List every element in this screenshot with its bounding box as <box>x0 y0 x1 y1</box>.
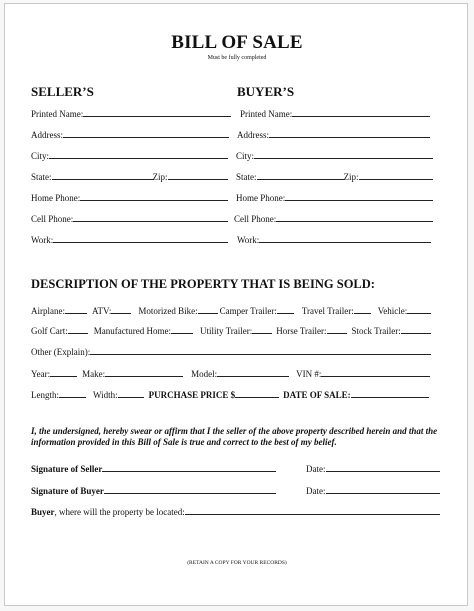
other-explain-field[interactable] <box>31 347 431 357</box>
buyer-date-label: Date: <box>306 486 326 496</box>
model-label: Model: <box>191 369 218 379</box>
travel-trailer-blank[interactable] <box>354 313 371 314</box>
make-label: Make: <box>82 369 106 379</box>
seller-signature-field[interactable] <box>31 464 276 474</box>
buyer-printed-name-field[interactable] <box>240 109 430 119</box>
motorized-bike-blank[interactable] <box>198 313 218 314</box>
atv-blank[interactable] <box>111 313 131 314</box>
date-of-sale-label: DATE OF SALE: <box>283 390 351 400</box>
buyer-cell-phone-label: Cell Phone: <box>234 214 277 224</box>
length-blank[interactable] <box>59 397 86 398</box>
vehicle-details-row <box>31 369 430 379</box>
travel-trailer-label: Travel Trailer: <box>301 306 354 316</box>
horse-trailer-blank[interactable] <box>327 333 347 334</box>
vin-label: VIN #: <box>296 369 322 379</box>
seller-heading: SELLER’S <box>31 84 94 99</box>
seller-zip-label: Zip: <box>152 172 168 182</box>
year-label: Year: <box>31 369 51 379</box>
buyer-address-field[interactable] <box>237 130 430 140</box>
seller-work-field[interactable] <box>31 235 228 245</box>
seller-date-label: Date: <box>306 464 326 474</box>
width-blank[interactable] <box>118 397 144 398</box>
utility-trailer-label: Utility Trailer: <box>199 326 253 336</box>
golf-cart-label: Golf Cart: <box>31 326 68 336</box>
seller-signature-label: Signature of Seller <box>31 464 103 474</box>
vehicle-label: Vehicle: <box>377 306 408 316</box>
length-label: Length: <box>31 390 59 400</box>
seller-city-field[interactable] <box>31 151 228 161</box>
camper-trailer-blank[interactable] <box>277 313 294 314</box>
horse-trailer-label: Horse Trailer: <box>276 326 327 336</box>
property-location-label: , where will the property be located: <box>54 507 185 517</box>
oath-statement: I, the undersigned, hereby swear or affirm that I the seller of the above property described herein and that the information provided in this Bill of Sale is true and correct to the best of my belief. <box>31 426 438 447</box>
airplane-blank[interactable] <box>65 313 87 314</box>
date-of-sale-blank[interactable] <box>351 397 429 398</box>
property-location-bold: Buyer <box>31 507 55 517</box>
stock-trailer-label: Stock Trailer: <box>351 326 401 336</box>
price-row <box>31 390 429 400</box>
buyer-heading: BUYER’S <box>237 84 295 99</box>
vehicle-blank[interactable] <box>407 313 431 314</box>
seller-address-label: Address: <box>31 130 63 140</box>
buyer-work-field[interactable] <box>237 235 431 245</box>
buyer-signature-field[interactable] <box>31 486 276 496</box>
airplane-label: Airplane: <box>31 306 65 316</box>
year-blank[interactable] <box>50 376 77 377</box>
property-type-row-2 <box>31 326 431 336</box>
vin-blank[interactable] <box>321 376 430 377</box>
seller-home-phone-label: Home Phone: <box>31 193 81 203</box>
other-explain-label: Other (Explain): <box>31 347 91 357</box>
buyer-cell-phone-field[interactable] <box>234 214 433 224</box>
description-heading: DESCRIPTION OF THE PROPERTY THAT IS BEING SOLD: <box>31 277 375 291</box>
buyer-signature-label: Signature of Buyer <box>31 486 104 496</box>
width-label: Width: <box>93 390 118 400</box>
footer-note: (RETAIN A COPY FOR YOUR RECORDS) <box>187 560 287 566</box>
motorized-bike-label: Motorized Bike: <box>138 306 198 316</box>
buyer-printed-name-label: Printed Name: <box>240 109 293 119</box>
seller-address-field[interactable] <box>31 130 229 140</box>
buyer-address-label: Address: <box>237 130 269 140</box>
seller-printed-name-field[interactable] <box>31 109 231 119</box>
seller-cell-phone-label: Cell Phone: <box>31 214 74 224</box>
seller-state-zip-field[interactable] <box>31 172 228 182</box>
buyer-state-label: State: <box>236 172 257 182</box>
seller-work-label: Work: <box>31 235 54 245</box>
seller-state-label: State: <box>31 172 52 182</box>
buyer-zip-label: Zip: <box>343 172 359 182</box>
buyer-home-phone-field[interactable] <box>236 193 433 203</box>
manufactured-home-label: Manufactured Home: <box>93 326 171 336</box>
seller-city-label: City: <box>31 151 50 161</box>
camper-trailer-label: Camper Trailer: <box>219 306 277 316</box>
seller-cell-phone-field[interactable] <box>31 214 228 224</box>
form-subtitle: Must be fully completed <box>207 55 267 61</box>
utility-trailer-blank[interactable] <box>252 333 272 334</box>
buyer-home-phone-label: Home Phone: <box>236 193 286 203</box>
golf-cart-blank[interactable] <box>68 333 88 334</box>
atv-label: ATV: <box>92 306 112 316</box>
buyer-work-label: Work: <box>237 235 260 245</box>
purchase-price-blank[interactable] <box>235 397 279 398</box>
buyer-date-field[interactable] <box>306 486 440 496</box>
manufactured-home-blank[interactable] <box>171 333 193 334</box>
make-blank[interactable] <box>105 376 183 377</box>
buyer-state-zip-field[interactable] <box>236 172 433 182</box>
model-blank[interactable] <box>217 376 289 377</box>
property-location-field[interactable] <box>31 507 440 517</box>
seller-home-phone-field[interactable] <box>31 193 228 203</box>
buyer-city-field[interactable] <box>236 151 433 161</box>
purchase-price-label: PURCHASE PRICE $ <box>148 390 236 400</box>
buyer-city-label: City: <box>236 151 255 161</box>
form-title: BILL OF SALE <box>171 32 303 53</box>
seller-date-field[interactable] <box>306 464 440 474</box>
stock-trailer-blank[interactable] <box>401 333 431 334</box>
seller-printed-name-label: Printed Name: <box>31 109 84 119</box>
property-type-row-1 <box>31 306 431 316</box>
